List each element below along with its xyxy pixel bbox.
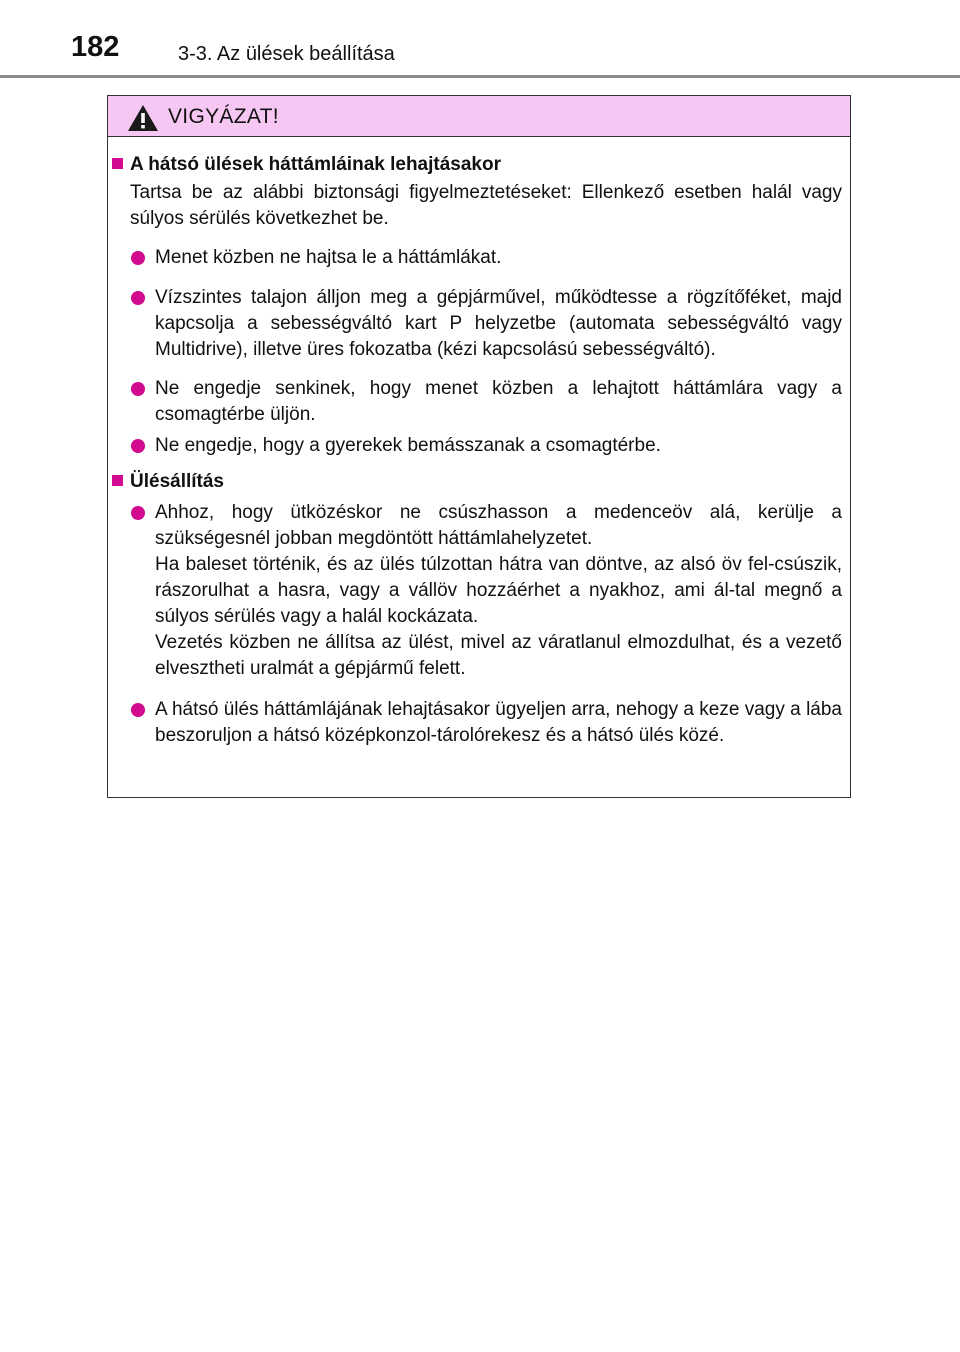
sub-heading-text: Ülésállítás <box>130 471 224 492</box>
sub-heading <box>112 469 224 495</box>
list-item-text: A hátsó ülés háttámlájának lehajtásakor ügyeljen arra, nehogy a keze vagy a lába beszoruljon a hátsó középkonzol-tárolórekesz és a hátsó ülés közé. <box>155 699 842 746</box>
intro-paragraph: Tartsa be az alábbi biztonsági figyelmeztetéseket: Ellenkező esetben halál vagy súlyos sérülés következhet be. <box>130 182 842 229</box>
sub-heading <box>112 152 501 178</box>
square-bullet-icon <box>112 475 123 486</box>
list-item-text: Vízszintes talajon álljon meg a gépjárművel, működtesse a rögzítőféket, majd kapcsolja a sebességváltó kart P helyzetbe (automata sebességváltó vagy Multidrive), illetve üres fokozatba (kézi kapcsolású sebességváltó). <box>155 287 842 360</box>
section-title: 3-3. Az ülések beállítása <box>178 43 395 65</box>
round-bullet-icon <box>131 439 145 453</box>
list-item <box>130 697 842 749</box>
list-item <box>130 376 842 428</box>
list-item-paragraph: Ha baleset történik, és az ülés túlzottan hátra van döntve, az alsó öv fel-csúszik, rászorulhat a hasra, vagy a vállöv hozzáérhet a nyakhoz, ami ál-tal megnő a súlyos sérülés vagy a halál kockázata. <box>155 554 842 627</box>
warning-box <box>107 95 851 798</box>
warning-header <box>108 96 850 137</box>
round-bullet-icon <box>131 291 145 305</box>
list-item-paragraph: Vezetés közben ne állítsa az ülést, mivel az váratlanul elmozdulhat, és a vezető elvesztheti uralmát a gépjármű felett. <box>155 632 842 679</box>
round-bullet-icon <box>131 251 145 265</box>
list-item-text: Ne engedje senkinek, hogy menet közben a lehajtott háttámlára vagy a csomagtérbe üljön. <box>155 378 842 425</box>
list-item-text <box>155 500 842 682</box>
header-divider <box>0 75 960 78</box>
warning-triangle-icon <box>126 103 160 133</box>
sub-heading-text: A hátsó ülések háttámláinak lehajtásakor <box>130 154 502 175</box>
list-item-text: Menet közben ne hajtsa le a háttámlákat. <box>155 247 502 268</box>
page-number: 182 <box>71 31 120 63</box>
list-item-paragraph: Ahhoz, hogy ütközéskor ne csúszhasson a medenceöv alá, kerülje a szükségesnél jobban megdöntött háttámlahelyzetet. <box>155 502 842 549</box>
square-bullet-icon <box>112 158 123 169</box>
warning-title: VIGYÁZAT! <box>168 105 279 128</box>
round-bullet-icon <box>131 703 145 717</box>
list-item <box>130 500 842 682</box>
list-item <box>130 285 842 363</box>
list-item <box>130 245 842 271</box>
round-bullet-icon <box>131 382 145 396</box>
page-header <box>0 0 960 80</box>
round-bullet-icon <box>131 506 145 520</box>
list-item-text: Ne engedje, hogy a gyerekek bemásszanak a csomagtérbe. <box>155 435 661 456</box>
list-item <box>130 433 842 459</box>
